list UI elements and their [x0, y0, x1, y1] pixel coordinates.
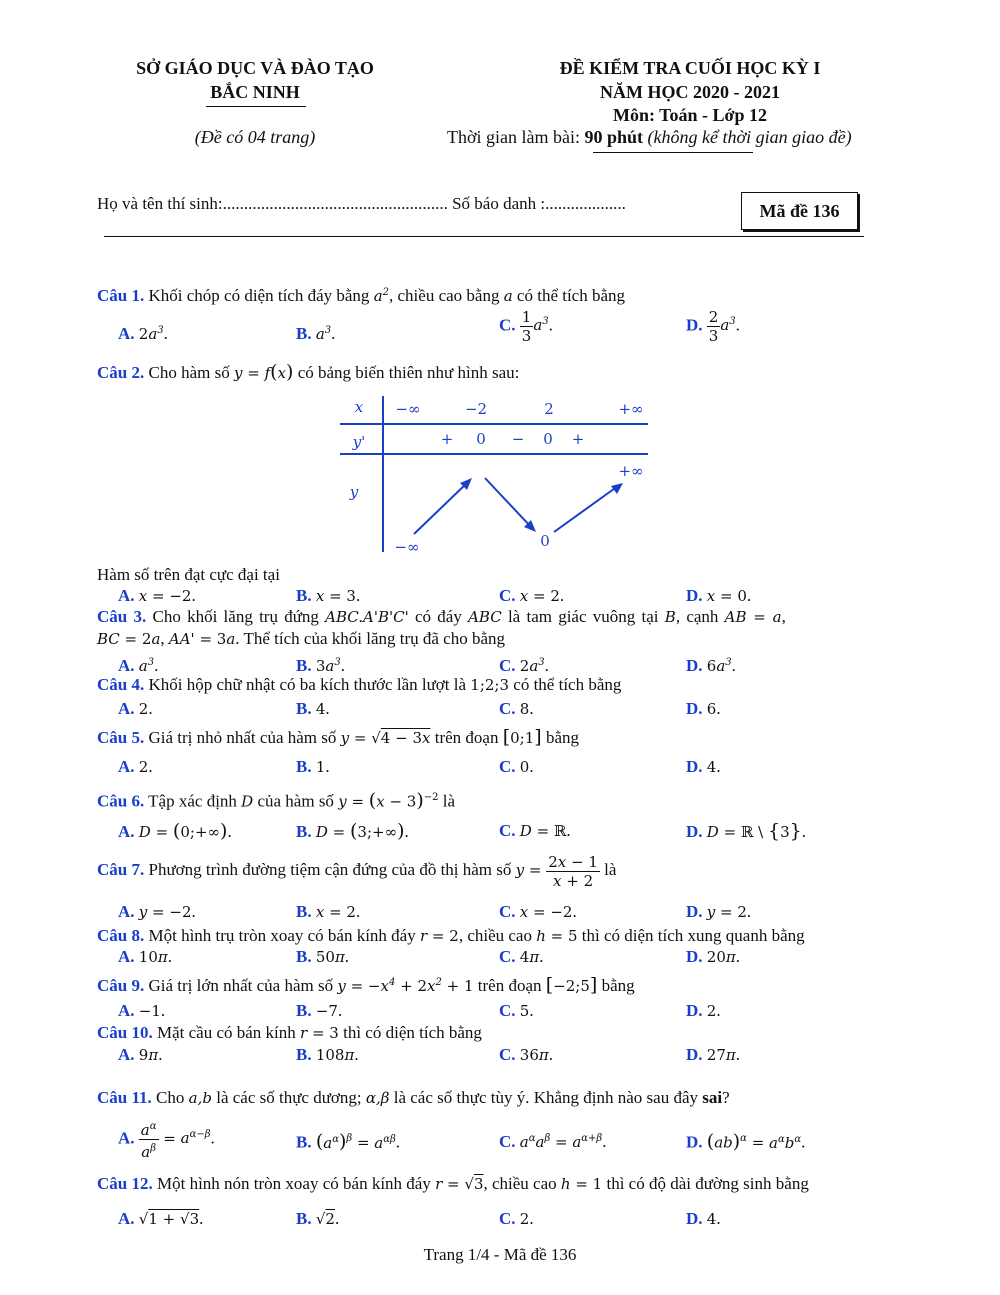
option-label: C. [499, 1132, 516, 1151]
question-text: là [442, 791, 456, 811]
question-3-line2: BC = 2a, AA' = 3a. Thể tích của khối lăng trụ đã cho bằng [97, 629, 506, 648]
page-footer: Trang 1/4 - Mã đề 136 [423, 1245, 577, 1264]
question-text: có thể tích bằng [513, 675, 622, 694]
question-7: Câu 7. Phương trình đường tiệm cận đứng của đồ thị hàm số y = $\frac{2x - 1}{x + 2}$ là [97, 852, 617, 890]
question-text: , cạnh [675, 607, 725, 626]
q3-option-d[interactable]: D. $6a^3$. [686, 656, 736, 675]
option-label: A. [118, 656, 135, 675]
option-label: D. [686, 947, 703, 966]
time-value: 90 phút [584, 127, 644, 147]
question-label: Câu 12. [97, 1174, 153, 1193]
q1-option-b[interactable]: B. $a^3$. [296, 324, 336, 343]
question-text: Cho hàm số [144, 363, 234, 382]
question-text: Giá trị lớn nhất của hàm số [144, 976, 338, 995]
option-label: B. [296, 902, 312, 921]
option-label: B. [296, 822, 312, 841]
time-prefix: Thời gian làm bài: [447, 127, 585, 147]
q2-option-a[interactable]: A. x = −2. [118, 586, 196, 605]
student-info-line: Họ và tên thí sinh:..................................................... Số báo danh :................... [97, 194, 626, 213]
question-text: thì có diện tích xung quanh bằng [581, 926, 805, 945]
subject: Môn: Toán - Lớp 12 [612, 105, 767, 125]
q8-option-c[interactable]: C. 4π. [499, 947, 544, 966]
option-label: B. [296, 1001, 312, 1020]
q3-option-b[interactable]: B. $3a^3$. [296, 656, 345, 675]
question-label: Câu 7. [97, 860, 145, 879]
question-text: Phương trình đường tiệm cận đứng của đồ thị hàm số [144, 860, 516, 879]
option-label: D. [686, 1132, 703, 1152]
q9-option-a[interactable]: A. −1. [118, 1001, 166, 1020]
question-text: Tập xác định [144, 791, 242, 811]
q6-option-d[interactable]: D. D = ℝ \ {3}. [686, 820, 806, 842]
q12-option-a[interactable]: A. √1 + √3. [118, 1209, 204, 1228]
vt-yp-label: y' [352, 433, 366, 451]
q9-option-c[interactable]: C. 5. [499, 1001, 534, 1020]
option-label: B. [296, 586, 312, 605]
q7-option-b[interactable]: B. x = 2. [296, 902, 361, 921]
option-label: C. [499, 656, 516, 675]
option-label: B. [296, 324, 312, 343]
option-label: D. [686, 1209, 703, 1228]
q10-option-d[interactable]: D. 27π. [686, 1045, 740, 1064]
q8-option-a[interactable]: A. 10π. [118, 947, 172, 966]
q6-option-a[interactable]: A. D = (0;+∞). [118, 820, 232, 842]
option-label: C. [499, 821, 516, 840]
vt-sign-1: + [440, 430, 454, 448]
department-name: SỞ GIÁO DỤC VÀ ĐÀO TẠO [136, 58, 374, 78]
option-label: C. [499, 1045, 516, 1064]
option-label: D. [686, 902, 703, 921]
q5-option-b[interactable]: B. 1. [296, 757, 330, 776]
question-2: Câu 2. Cho hàm số y = f(x) có bảng biến thiên như hình sau: [97, 361, 520, 383]
vt-sign-4: 0 [543, 430, 553, 448]
question-text: thì có độ dài đường sinh bằng [606, 1174, 809, 1193]
q4-option-d[interactable]: D. 6. [686, 699, 721, 718]
question-text: , chiều cao bằng [389, 286, 504, 305]
option-label: C. [499, 586, 516, 605]
pages-note: (Đề có 04 trang) [194, 127, 316, 147]
question-text: là [604, 860, 617, 879]
question-text: có đáy [408, 607, 469, 626]
question-4: Câu 4. Khối hộp chữ nhật có ba kích thước lần lượt là 1;2;3 có thể tích bằng [97, 675, 622, 694]
option-label: A. [118, 699, 135, 718]
question-2-prompt: Hàm số trên đạt cực đại tại [97, 565, 280, 584]
q1-option-a[interactable]: A. $2a^3$. [118, 324, 168, 343]
question-text: có bảng biến thiên như hình sau: [293, 363, 520, 382]
q6-option-b[interactable]: B. D = (3;+∞). [296, 820, 409, 842]
option-label: C. [499, 902, 516, 921]
question-11: Câu 11. Cho a,b là các số thực dương; α,β là các số thực tùy ý. Khẳng định nào sau đây sai? [97, 1088, 730, 1107]
option-label: D. [686, 586, 703, 605]
q5-option-a[interactable]: A. 2. [118, 757, 153, 776]
option-label: A. [118, 947, 135, 966]
question-text: Một hình trụ tròn xoay có bán kính đáy [144, 926, 420, 945]
option-label: B. [296, 1132, 312, 1152]
question-1: Câu 1. Khối chóp có diện tích đáy bằng $a^2$, chiều cao bằng a có thể tích bằng [97, 286, 626, 305]
q10-option-b[interactable]: B. 108π. [296, 1045, 359, 1064]
q1-option-c[interactable]: C. $\frac{1}{3}$ $a^3$. [499, 308, 553, 345]
question-text: của hàm số [253, 791, 339, 811]
option-label: A. [118, 822, 135, 841]
option-label: D. [686, 1001, 703, 1020]
question-text: là các số thực dương; [216, 1088, 366, 1107]
option-label: C. [499, 947, 516, 966]
option-label: A. [118, 902, 135, 921]
option-label: A. [118, 1045, 135, 1064]
option-label: D. [686, 656, 703, 675]
option-label: B. [296, 1209, 312, 1228]
q6-option-c[interactable]: C. D = ℝ. [499, 821, 571, 840]
question-text: bằng [601, 976, 635, 995]
q11-option-d[interactable]: D. $(ab)^\alpha = a^\alpha b^\alpha$. [686, 1130, 806, 1153]
question-label: Câu 8. [97, 926, 145, 945]
option-label: C. [499, 1209, 516, 1228]
q2-option-c[interactable]: C. x = 2. [499, 586, 565, 605]
time-line [447, 127, 852, 148]
question-6: Câu 6. Tập xác định D của hàm số $y = (x - 3)^{-2}$ là [97, 789, 456, 812]
vt-arrow-up-2 [554, 486, 618, 532]
vt-y-label: y [349, 483, 359, 501]
option-label: B. [296, 1045, 312, 1064]
bold-word: sai [702, 1088, 723, 1107]
q4-option-c[interactable]: C. 8. [499, 699, 534, 718]
question-3: Câu 3. Cho khối lăng trụ đứng ABC.A'B'C' có đáy ABC là tam giác vuông tại B, cạnh AB = a, [97, 607, 786, 626]
option-label: B. [296, 947, 312, 966]
q1-option-d[interactable]: D. $\frac{2}{3}$ $a^3$. [686, 308, 740, 345]
question-12: Câu 12. Một hình nón tròn xoay có bán kính đáy r = √3, chiều cao h = 1 thì có độ dài đường sinh bằng [97, 1174, 809, 1193]
question-text: ? [722, 1088, 730, 1107]
option-label: D. [686, 315, 703, 335]
province-name: BẮC NINH [210, 82, 300, 102]
vt-arrow-up-1 [414, 482, 468, 534]
option-label: D. [686, 1045, 703, 1064]
q11-option-b[interactable]: B. $(a^\alpha)^\beta = a^{\alpha\beta}$. [296, 1130, 401, 1153]
vt-x-value-3: 2 [544, 400, 554, 418]
q12-option-c[interactable]: C. 2. [499, 1209, 534, 1228]
option-label: A. [118, 586, 135, 605]
vt-sign-5: + [571, 430, 585, 448]
vt-y-value-2: 0 [540, 532, 550, 550]
question-text: Giá trị nhỏ nhất của hàm số [144, 728, 341, 747]
question-label: Câu 4. [97, 675, 145, 694]
option-label: D. [686, 699, 703, 718]
option-label: D. [686, 757, 703, 776]
question-label: Câu 2. [97, 363, 145, 382]
q3-option-c[interactable]: C. $2a^3$. [499, 656, 549, 675]
option-label: C. [499, 757, 516, 776]
school-year: NĂM HỌC 2020 - 2021 [600, 82, 780, 102]
question-text: Cho [151, 1088, 189, 1107]
header-underline-right [593, 152, 753, 153]
q5-option-c[interactable]: C. 0. [499, 757, 534, 776]
q11-option-c[interactable]: C. $a^\alpha a^\beta = a^{\alpha+\beta}$. [499, 1132, 607, 1151]
q2-option-b[interactable]: B. x = 3. [296, 586, 361, 605]
vt-sign-3: − [511, 430, 525, 448]
q11-option-a[interactable]: A. $\frac{a^\alpha}{a^\beta}$ = $a^{\alpha-\beta}$. [118, 1118, 215, 1161]
vt-x-value-2: −2 [464, 400, 488, 418]
question-label: Câu 5. [97, 728, 145, 747]
question-label: Câu 10. [97, 1023, 153, 1042]
question-5: Câu 5. Giá trị nhỏ nhất của hàm số y = √4 − 3x trên đoạn [0;1] bằng [97, 726, 579, 748]
vt-x-value-4: +∞ [618, 400, 644, 418]
option-label: A. [118, 324, 135, 343]
option-label: C. [499, 699, 516, 718]
question-text: bằng [545, 728, 579, 747]
q9-option-d[interactable]: D. 2. [686, 1001, 721, 1020]
option-label: C. [499, 1001, 516, 1020]
q4-option-b[interactable]: B. 4. [296, 699, 330, 718]
question-text: trên đoạn [477, 976, 546, 995]
question-label: Câu 3. [97, 607, 147, 626]
option-label: A. [118, 1001, 135, 1020]
question-10: Câu 10. Mặt cầu có bán kính r = 3 thì có diện tích bằng [97, 1023, 482, 1042]
question-text: thì có diện tích bằng [343, 1023, 482, 1042]
q2-option-d[interactable]: D. x = 0. [686, 586, 752, 605]
q9-option-b[interactable]: B. −7. [296, 1001, 343, 1020]
header-underline-left [206, 106, 306, 107]
option-label: C. [499, 315, 516, 335]
q7-option-a[interactable]: A. y = −2. [118, 902, 196, 921]
option-label: B. [296, 656, 312, 675]
option-label: A. [118, 1209, 135, 1228]
q5-option-d[interactable]: D. 4. [686, 757, 721, 776]
exam-code-box: Mã đề 136 [741, 192, 858, 230]
question-text: , chiều cao [458, 926, 537, 945]
vt-x-value-1: −∞ [395, 400, 421, 418]
option-label: B. [296, 757, 312, 776]
question-9: Câu 9. Giá trị lớn nhất của hàm số $y = -x^4 + 2x^2 + 1$ trên đoạn [−2;5] bằng [97, 974, 635, 996]
variation-table [330, 392, 660, 557]
question-text: Một hình nón tròn xoay có bán kính đáy [152, 1174, 436, 1193]
exam-title: ĐỀ KIỂM TRA CUỐI HỌC KỲ I [559, 58, 821, 78]
question-label: Câu 6. [97, 791, 145, 811]
vt-y-value-3: +∞ [618, 462, 644, 480]
time-suffix: (không kể thời gian giao đề) [643, 127, 852, 147]
q4-option-a[interactable]: A. 2. [118, 699, 153, 718]
q10-option-c[interactable]: C. 36π. [499, 1045, 553, 1064]
question-text: Mặt cầu có bán kính [152, 1023, 301, 1042]
q7-option-d[interactable]: D. y = 2. [686, 902, 752, 921]
question-text: là tam giác vuông tại [501, 607, 665, 626]
question-label: Câu 11. [97, 1088, 152, 1107]
q12-option-d[interactable]: D. 4. [686, 1209, 721, 1228]
vt-arrow-down [485, 478, 532, 528]
question-text: , chiều cao [483, 1174, 561, 1193]
vt-arrowhead-3 [611, 483, 623, 494]
question-text: Khối hộp chữ nhật có ba kích thước lần lượt là [144, 675, 471, 694]
question-label: Câu 1. [97, 286, 145, 305]
question-text: có thể tích bằng [516, 286, 626, 305]
option-label: A. [118, 1128, 135, 1148]
question-8: Câu 8. Một hình trụ tròn xoay có bán kính đáy r = 2, chiều cao h = 5 thì có diện tích xung quanh bằng [97, 926, 805, 945]
vt-sign-2: 0 [476, 430, 486, 448]
option-label: A. [118, 757, 135, 776]
q10-option-a[interactable]: A. 9π. [118, 1045, 163, 1064]
vt-x-label: x [354, 398, 364, 416]
option-label: B. [296, 699, 312, 718]
q7-option-c[interactable]: C. x = −2. [499, 902, 577, 921]
q8-option-b[interactable]: B. 50π. [296, 947, 350, 966]
question-text: . Thể tích của khối lăng trụ đã cho bằng [235, 629, 506, 648]
question-text: Khối chóp có diện tích đáy bằng [144, 286, 374, 305]
vt-y-value-1: −∞ [394, 538, 420, 556]
option-label: D. [686, 822, 703, 841]
header-rule [104, 236, 864, 237]
question-text: Cho khối lăng trụ đứng [146, 607, 326, 626]
q3-option-a[interactable]: A. $a^3$. [118, 656, 159, 675]
q12-option-b[interactable]: B. √2. [296, 1209, 340, 1228]
question-label: Câu 9. [97, 976, 145, 995]
q8-option-d[interactable]: D. 20π. [686, 947, 740, 966]
question-text: trên đoạn [434, 728, 503, 747]
question-text: là các số thực tùy ý. Khẳng định nào sau đây [393, 1088, 703, 1107]
